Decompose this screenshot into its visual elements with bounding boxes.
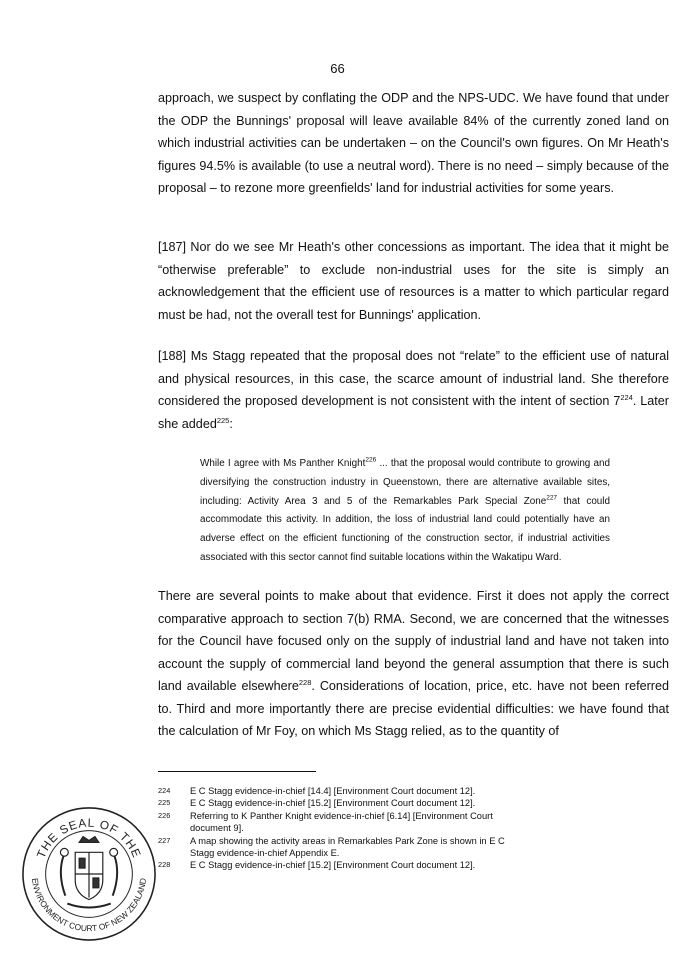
footnote-number: 226 — [158, 810, 171, 820]
paragraph-text: . Later she added — [158, 394, 669, 431]
quote-text: ... that the proposal would contribute to growing and diversifying the construction industry in Queenstown, there are alternative available sites, including: Activity Area 3 and 5 of the Remarkables Park Special Zone — [200, 458, 611, 507]
quote-text: that could accommodate this activity. In addition, the loss of industrial land could potentially have an adverse effect on the efficient functioning of the construction sector, if industrial activities associated with this sector cannot find suitable locations within the Wakatipu Ward. — [200, 495, 610, 563]
footnote-text: E C Stagg evidence-in-chief [14.4] [Environment Court document 12]. — [190, 786, 476, 796]
court-seal-icon — [20, 805, 158, 943]
footnote-text: E C Stagg evidence-in-chief [15.2] [Environment Court document 12]. — [190, 860, 476, 871]
paragraph-187 — [158, 236, 669, 326]
footnote-number: 225 — [158, 798, 171, 808]
seal-top-text: THE SEAL OF THE — [33, 815, 145, 861]
paragraph-text: [188] Ms Stagg repeated that the proposal does not “relate” to the efficient use of natural and physical resources, in this case, the scarce amount of industrial land. She therefore considered the proposed development is not consistent with the intent of section 7 — [158, 349, 669, 408]
footnote-item — [158, 810, 528, 835]
paragraph-text: approach, we suspect by conflating the ODP and the NPS-UDC. We have found that under the ODP the Bunnings' proposal will leave available 84% of the currently zoned land on which industrial activities can be undertaken – on the Council's own figures. On Mr Heath's figures 94.5% is available (to use a neutral word). There is no need – simply because of the proposal – to rezone more greenfields' land for industrial activities for some years. — [158, 91, 669, 195]
paragraph-text: : — [229, 416, 233, 431]
paragraph-evidence-points — [158, 585, 669, 743]
footnote-ref-224[interactable]: 224 — [620, 392, 633, 402]
footnote-item — [158, 835, 528, 860]
footnote-number: 227 — [158, 835, 171, 845]
footnote-divider — [158, 771, 316, 772]
block-quote — [200, 455, 610, 568]
footnotes-list — [158, 785, 528, 872]
footnote-ref-227[interactable]: 227 — [546, 494, 558, 502]
paragraph-text: There are several points to make about that evidence. First it does not apply the correct comparative approach to section 7(b) RMA. Second, we are concerned that the witnesses for the Council have focused only on the supply of industrial land and have not taken into account the supply of commercial land beyond the general assumption that there is such land available elsewhere — [158, 589, 669, 693]
page-number: 66 — [330, 61, 345, 76]
paragraph-text: [187] Nor do we see Mr Heath's other concessions as important. The idea that it might be “otherwise preferable” to exclude non-industrial uses for the site is simply an acknowledgement that the efficient use of resources is a matter to which particular regard must be had, not the overall test for Bunnings' application. — [158, 240, 669, 322]
footnote-text: A map showing the activity areas in Remarkables Park Zone is shown in E C Stagg evidence-in-chief Appendix E. — [190, 835, 505, 859]
footnote-item — [158, 785, 528, 797]
footnote-number: 228 — [158, 860, 171, 870]
seal-bottom-text: ENVIRONMENT COURT OF NEW ZEALAND — [29, 877, 149, 934]
footnote-text: E C Stagg evidence-in-chief [15.2] [Environment Court document 12]. — [190, 798, 476, 809]
footnote-ref-228[interactable]: 228 — [298, 677, 312, 687]
footnote-ref-226[interactable]: 226 — [365, 456, 377, 464]
paragraph-text: . Considerations of location, price, etc. have not been referred to. Third and more importantly there are precise evidential difficulties: we have found that the calculation of Mr Foy, on which Ms Stagg relied, as to the quantity of — [158, 679, 669, 738]
footnote-ref-225[interactable]: 225 — [216, 415, 230, 425]
quote-text: While I agree with Ms Panther Knight — [200, 458, 366, 469]
coat-of-arms-icon — [60, 837, 117, 908]
footnote-number: 224 — [158, 786, 171, 795]
paragraph-188 — [158, 345, 669, 435]
footnote-text: Referring to K Panther Knight evidence-in-chief [6.14] [Environment Court document 9]. — [190, 810, 493, 834]
footnote-item — [158, 797, 528, 809]
footnote-item — [158, 859, 528, 871]
paragraph-continuation — [158, 87, 669, 200]
